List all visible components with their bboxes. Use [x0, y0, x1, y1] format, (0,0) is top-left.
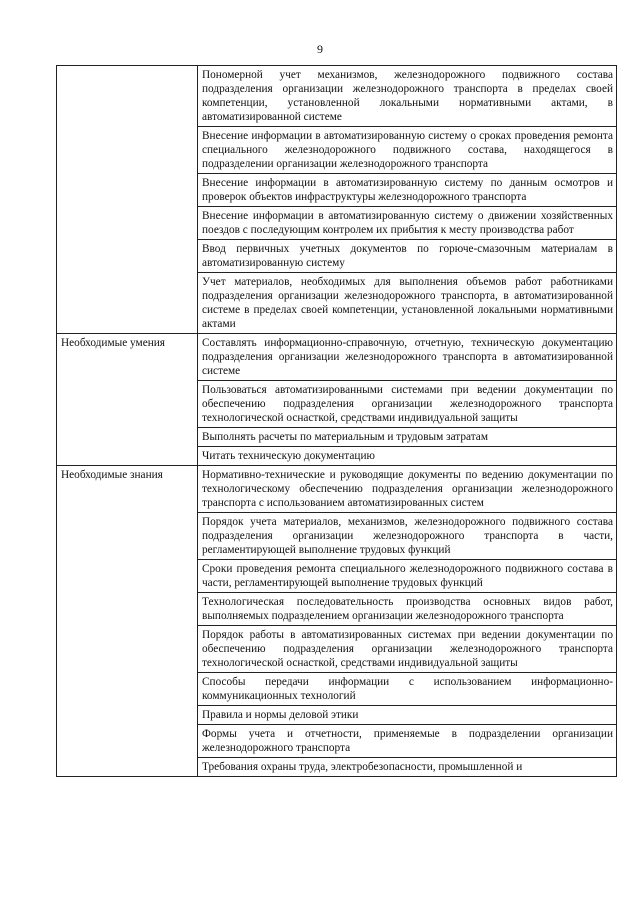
table-row: [57, 334, 617, 381]
competency-table: [56, 65, 617, 777]
group-label-skills: Необходимые умения: [57, 334, 198, 466]
table-cell-text: Нормативно-технические и руководящие документы по ведению документации по технологическому обеспечению подразделения организации железнодорожного транспорта с использованием автоматизированных систем: [198, 466, 617, 513]
table-cell-text: Требования охраны труда, электробезопасности, промышленной и: [198, 758, 617, 777]
table-cell-text: Порядок учета материалов, механизмов, железнодорожного подвижного состава подразделения организации железнодорожного транспорта в части, регламентирующей выполнение трудовых функций: [198, 513, 617, 560]
table-cell-text: Читать техническую документацию: [198, 447, 617, 466]
table-cell-text: Правила и нормы деловой этики: [198, 706, 617, 725]
group-cell-actions-continued: [57, 66, 198, 334]
table-cell-text: Внесение информации в автоматизированную систему о движении хозяйственных поездов с последующим контролем их прибытия к месту производства работ: [198, 207, 617, 240]
table-cell-text: Пономерной учет механизмов, железнодорожного подвижного состава подразделения организации железнодорожного транспорта в пределах своей компетенции, установленной локальными нормативными актами, в автоматизированной системе: [198, 66, 617, 127]
table-cell-text: Сроки проведения ремонта специального железнодорожного подвижного состава в части, регламентирующей выполнение трудовых функций: [198, 560, 617, 593]
table-cell-text: Учет материалов, необходимых для выполнения объемов работ работниками подразделения организации железнодорожного транспорта, в автоматизированной системе в пределах своей компетенции, установленной локальными нормативными актами: [198, 273, 617, 334]
table-row: [57, 466, 617, 513]
table-cell-text: Технологическая последовательность производства основных видов работ, выполняемых подразделением организации железнодорожного транспорта: [198, 593, 617, 626]
table-cell-text: Внесение информации в автоматизированную систему по данным осмотров и проверок объектов инфраструктуры железнодорожного транспорта: [198, 174, 617, 207]
table-cell-text: Порядок работы в автоматизированных системах при ведении документации по обеспечению подразделения организации железнодорожного транспорта технологической оснасткой, средствами индивидуальной защиты: [198, 626, 617, 673]
table-cell-text: Пользоваться автоматизированными системами при ведении документации по обеспечению подразделения организации железнодорожного транспорта технологической оснасткой, средствами индивидуальной защиты: [198, 381, 617, 428]
table-row: [57, 66, 617, 127]
table-cell-text: Формы учета и отчетности, применяемые в подразделении организации железнодорожного транспорта: [198, 725, 617, 758]
page-number: 9: [317, 42, 323, 56]
table-cell-text: Способы передачи информации с использованием информационно-коммуникационных технологий: [198, 673, 617, 706]
table-cell-text: Составлять информационно-справочную, отчетную, техническую документацию подразделения организации железнодорожного транспорта в автоматизированной системе: [198, 334, 617, 381]
group-label-knowledge: Необходимые знания: [57, 466, 198, 777]
table-cell-text: Внесение информации в автоматизированную систему о сроках проведения ремонта специального железнодорожного подвижного состава, находящегося в подразделении организации железнодорожного транспорта: [198, 127, 617, 174]
table-cell-text: Ввод первичных учетных документов по горюче-смазочным материалам в автоматизированную систему: [198, 240, 617, 273]
table-cell-text: Выполнять расчеты по материальным и трудовым затратам: [198, 428, 617, 447]
